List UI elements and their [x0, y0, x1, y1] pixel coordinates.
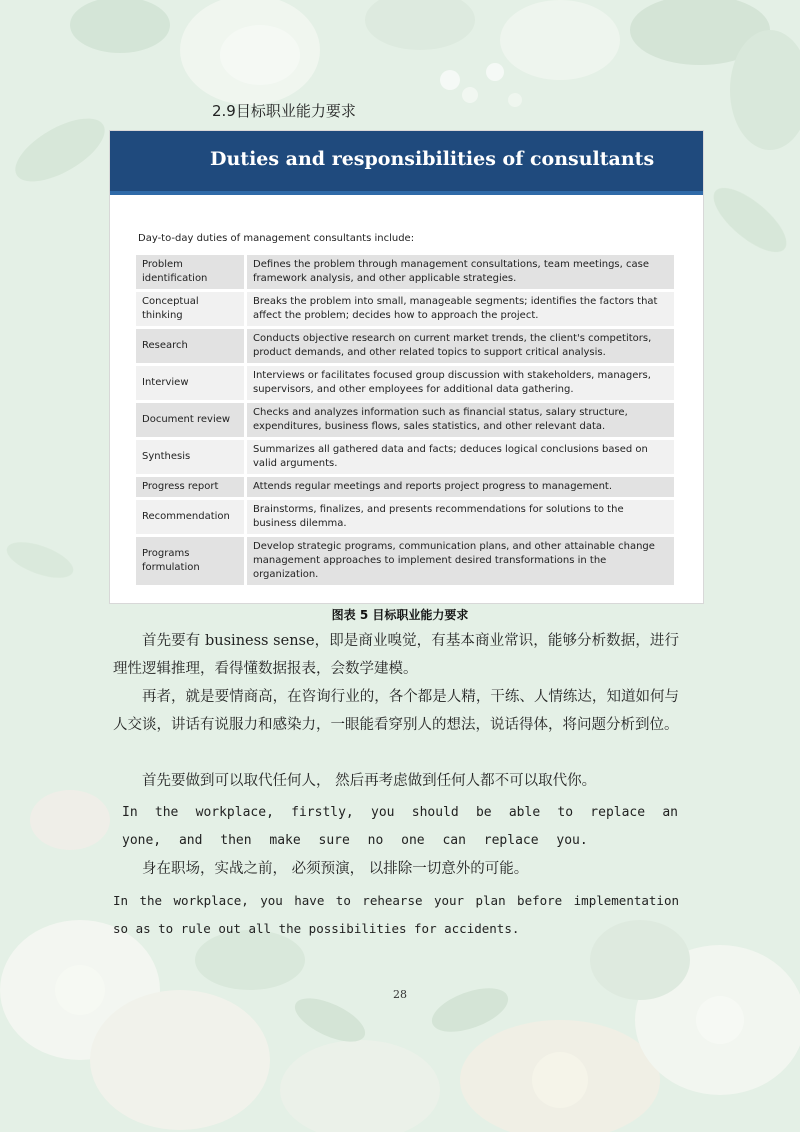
- figure-intro-text: Day-to-day duties of management consultants include:: [138, 233, 415, 244]
- paragraph-replace-en-line-2: yone, and then make sure no one can replace you.: [122, 833, 588, 848]
- paragraph-rehearse-en-line-1: In the workplace, you have to rehearse your plan before implementation: [113, 893, 679, 908]
- table-row: [136, 440, 674, 474]
- table-row: [136, 477, 674, 497]
- table-row: [136, 292, 674, 326]
- duty-description: Summarizes all gathered data and facts; deduces logical conclusions based on valid arguments.: [247, 440, 674, 474]
- duty-description: Defines the problem through management consultations, team meetings, case framework analysis, and other applicable strategies.: [247, 255, 674, 289]
- table-row: [136, 329, 674, 363]
- duty-term: Recommendation: [136, 500, 247, 534]
- paragraph-eq: 再者，就是要情商高，在咨询行业的，各个都是人精，干练、人情练达，知道如何与人交谈，讲话有说服力和感染力，一眼能看穿别人的想法，说话得体，将问题分析到位。: [113, 689, 679, 733]
- duty-term: Progress report: [136, 477, 247, 497]
- duties-table: [136, 252, 674, 588]
- duty-description: Attends regular meetings and reports project progress to management.: [247, 477, 674, 497]
- duty-description: Checks and analyzes information such as financial status, salary structure, expenditures, business flows, sales statistics, and other relevant data.: [247, 403, 674, 437]
- paragraph-business-sense: 首先要有 business sense，即是商业嗅觉，有基本商业常识，能够分析数据，进行理性逻辑推理，看得懂数据报表，会数学建模。: [113, 633, 679, 677]
- duty-description: Breaks the problem into small, manageable segments; identifies the factors that affect the problem; decides how to approach the project.: [247, 292, 674, 326]
- duties-figure: [109, 130, 704, 604]
- paragraph-replace-en-line-1: In the workplace, firstly, you should be able to replace an: [122, 805, 678, 820]
- section-heading: 2.9目标职业能力要求: [212, 102, 356, 120]
- duty-term: Research: [136, 329, 247, 363]
- duty-term: Problem identification: [136, 255, 247, 289]
- page-number: 28: [393, 988, 407, 1001]
- table-row: [136, 537, 674, 585]
- duty-term: Document review: [136, 403, 247, 437]
- duty-term: Programs formulation: [136, 537, 247, 585]
- paragraph-replace-cn: 首先要做到可以取代任何人， 然后再考虑做到任何人都不可以取代你。: [142, 773, 597, 789]
- figure-banner-title: Duties and responsibilities of consultants: [110, 131, 703, 195]
- paragraph-rehearse-cn: 身在职场，实战之前， 必须预演， 以排除一切意外的可能。: [142, 861, 529, 877]
- duty-term: Interview: [136, 366, 247, 400]
- paragraph-rehearse-en-line-2: so as to rule out all the possibilities for accidents.: [113, 921, 520, 936]
- duty-description: Develop strategic programs, communication plans, and other attainable change management approaches to implement desired transformations in the organization.: [247, 537, 674, 585]
- table-row: [136, 255, 674, 289]
- table-row: [136, 500, 674, 534]
- figure-caption: 图表 5 目标职业能力要求: [331, 608, 469, 622]
- table-row: [136, 366, 674, 400]
- duty-description: Brainstorms, finalizes, and presents recommendations for solutions to the business dilemma.: [247, 500, 674, 534]
- table-row: [136, 403, 674, 437]
- duty-description: Conducts objective research on current market trends, the client's competitors, product demands, and other related topics to support critical analysis.: [247, 329, 674, 363]
- duty-term: Synthesis: [136, 440, 247, 474]
- duty-term: Conceptual thinking: [136, 292, 247, 326]
- duty-description: Interviews or facilitates focused group discussion with stakeholders, managers, supervisors, and other employees for additional data gathering.: [247, 366, 674, 400]
